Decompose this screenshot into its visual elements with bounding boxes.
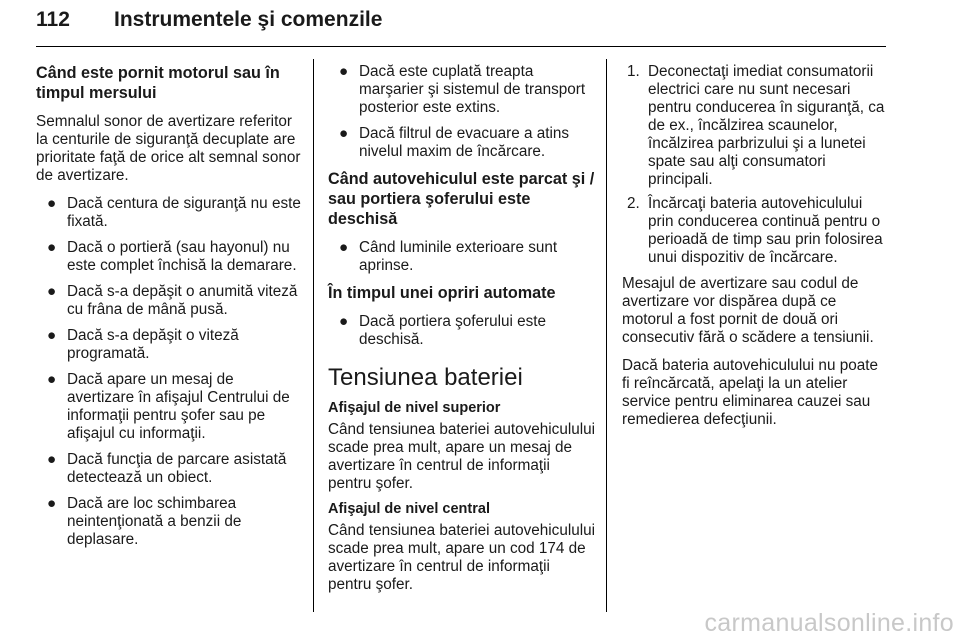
workshop-paragraph: Dacă bateria autovehiculului nu poate fi reîncărcată, apelaţi la un atelier service pentru eliminarea cauzei sau remedierea defecţiunii. — [622, 357, 878, 428]
bullet-icon: ● — [47, 195, 57, 212]
list-item: ● Dacă are loc schimbarea neintenţionată a benzii de deplasare. — [47, 495, 242, 548]
bullet-icon: ● — [339, 63, 349, 80]
autostop-conditions-list — [328, 313, 596, 349]
step-number: 1. — [627, 63, 640, 80]
column-divider-1 — [313, 59, 314, 612]
upper-display-paragraph: Când tensiunea bateriei autovehiculului scade prea mult, apare un mesaj de avertizare în centrul de informaţii pentru şofer. — [328, 421, 596, 492]
subheading-central-display: Afişajul de nivel central — [328, 501, 490, 517]
watermark: carmanualsonline.info — [704, 609, 954, 637]
bullet-icon: ● — [47, 239, 57, 256]
list-item: ● Dacă s-a depăşit o anumită viteză cu frâna de mână pusă. — [47, 283, 298, 318]
bullet-icon: ● — [47, 451, 57, 468]
column-divider-2 — [606, 59, 607, 612]
list-item: 2. Încărcaţi bateria autovehiculului prin conducerea continuă pentru o perioadă de timp sau prin folosirea unui dispozitiv de încărcare. — [627, 195, 883, 266]
list-item: ● Când luminile exterioare sunt aprinse. — [339, 239, 558, 274]
section-title-battery-voltage: Tensiunea bateriei — [328, 364, 523, 391]
list-item: ● Dacă portiera şoferului este deschisă. — [339, 313, 547, 348]
section-heading-parked: Când autovehiculul este parcat şi / sau portiera şoferului este deschisă — [328, 170, 595, 228]
bullet-icon: ● — [339, 239, 349, 256]
bullet-icon: ● — [47, 495, 57, 512]
intro-paragraph: Semnalul sonor de avertizare referitor la centurile de siguranţă decuplate are prioritate faţă de orice alt semnal sonor de avertizare. — [36, 113, 301, 184]
warning-conditions-list-continued — [328, 63, 596, 161]
subheading-upper-display: Afişajul de nivel superior — [328, 400, 501, 416]
list-item: ● Dacă o portieră (sau hayonul) nu este complet închisă la demarare. — [47, 239, 297, 274]
list-item: ● Dacă centura de siguranţă nu este fixată. — [47, 195, 301, 230]
warning-disappear-paragraph: Mesajul de avertizare sau codul de avertizare vor dispărea după ce motorul a fost pornit de două ori consecutiv fără o scădere a tensiunii. — [622, 275, 874, 346]
section-heading-autostop: În timpul unei opriri automate — [328, 284, 556, 302]
bullet-icon: ● — [339, 313, 349, 330]
page-header — [36, 2, 886, 46]
bullet-icon: ● — [47, 283, 57, 300]
bullet-icon: ● — [47, 371, 57, 388]
list-item: 1. Deconectaţi imediat consumatorii electrici care nu sunt necesari pentru conducerea în siguranţă, ca de ex., încălzirea scaunelor, încălzirea parbrizului şi a lunetei spate sau alţi consumatori principali. — [627, 63, 885, 188]
list-item: ● Dacă este cuplată treapta marşarier şi sistemul de transport posterior este extins. — [339, 63, 586, 116]
central-display-paragraph: Când tensiunea bateriei autovehiculului scade prea mult, apare un cod 174 de avertizare în centrul de informaţii pentru şofer. — [328, 522, 596, 593]
column-1 — [36, 63, 302, 557]
column-2 — [328, 63, 596, 604]
list-item: ● Dacă filtrul de evacuare a atins nivelul maxim de încărcare. — [339, 125, 570, 160]
bullet-icon: ● — [47, 327, 57, 344]
step-number: 2. — [627, 195, 640, 212]
section-heading-engine-running: Când este pornit motorul sau în timpul mersului — [36, 64, 280, 102]
battery-steps-list — [622, 63, 888, 267]
list-item: ● Dacă s-a depăşit o viteză programată. — [47, 327, 239, 362]
header-divider — [36, 46, 886, 47]
list-item: ● Dacă apare un mesaj de avertizare în afişajul Centrului de informaţii pentru şofer sau pe afişajul cu informaţii. — [47, 371, 290, 442]
page-title: Instrumentele şi comenzile — [114, 8, 383, 31]
warning-conditions-list — [36, 195, 302, 549]
bullet-icon: ● — [339, 125, 349, 142]
list-item: ● Dacă funcţia de parcare asistată detectează un obiect. — [47, 451, 287, 486]
page-number: 112 — [36, 8, 70, 31]
column-3 — [622, 63, 888, 439]
parked-conditions-list — [328, 239, 596, 275]
